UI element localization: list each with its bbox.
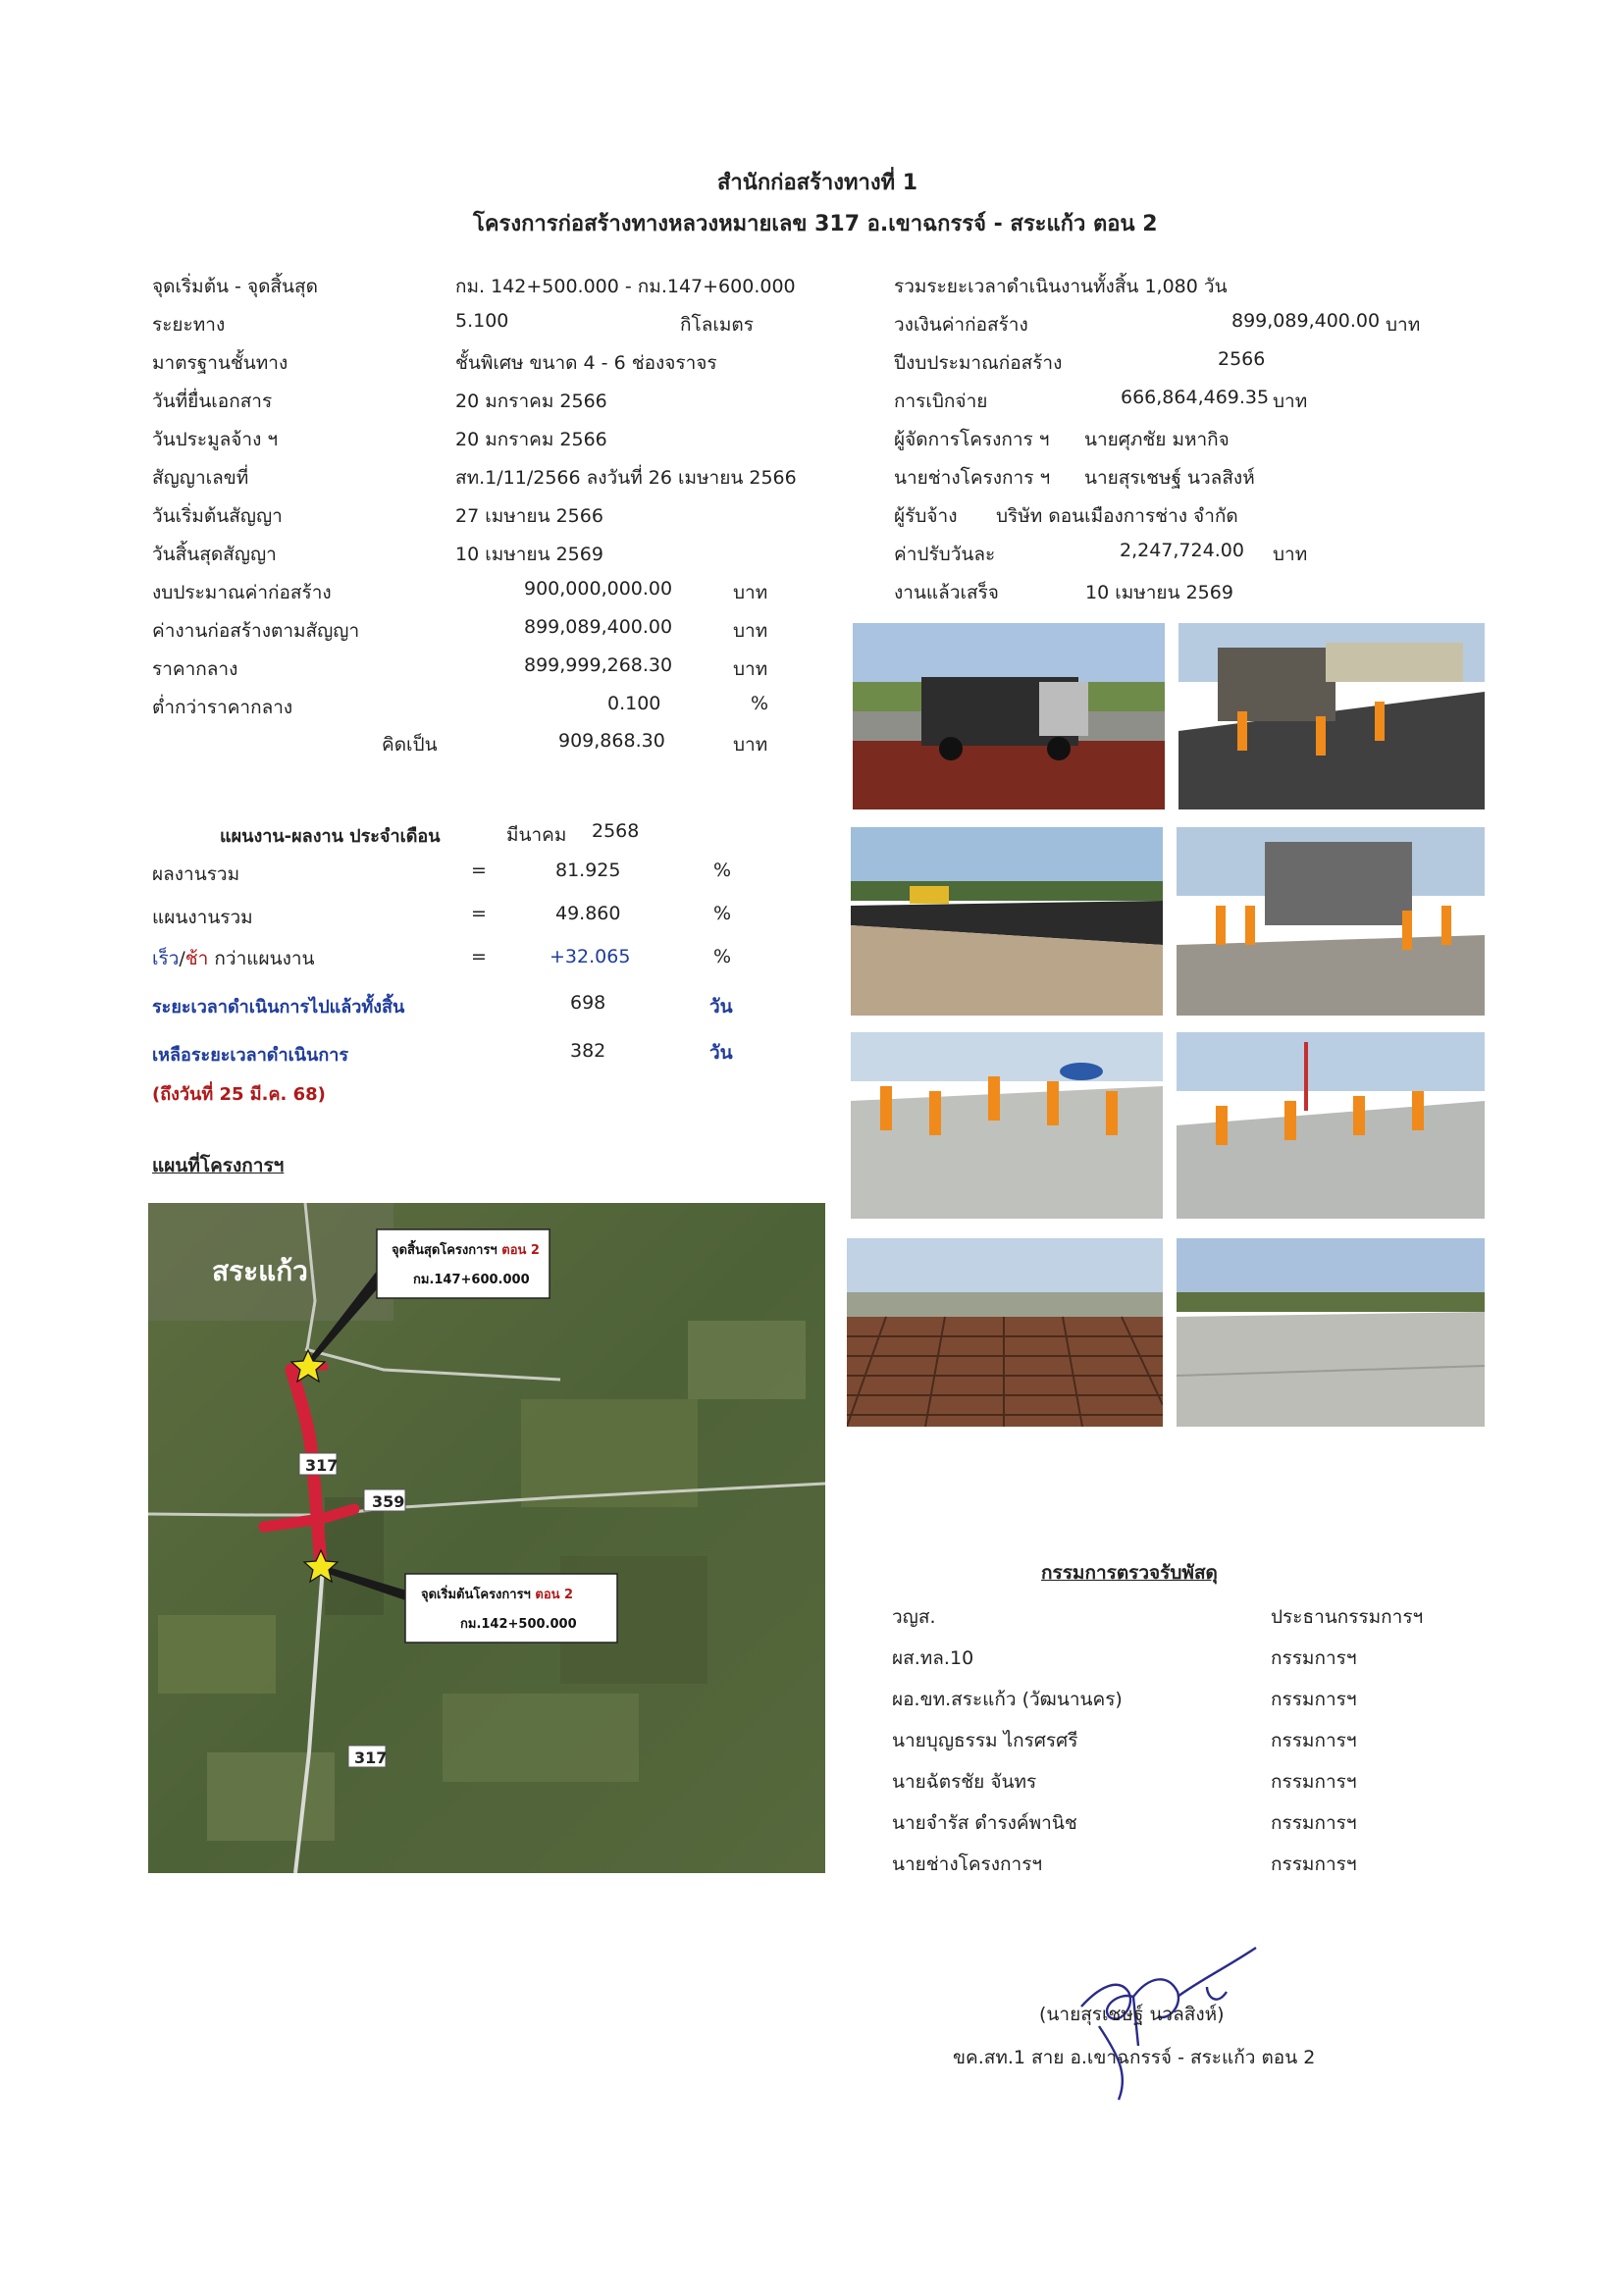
progress-title: แผนงาน-ผลงาน ประจำเดือน <box>220 826 441 847</box>
remaining-label: เหลือระยะเวลาดำเนินการ <box>152 1045 349 1066</box>
fast-label: เร็ว <box>152 948 180 969</box>
right-value-disbursement: 666,864,469.35 <box>1121 387 1270 408</box>
fast-suffix: กว่าแผนงาน <box>208 948 315 969</box>
right-value-budget: 899,089,400.00 <box>1231 310 1381 332</box>
progress-year: 2568 <box>592 820 640 842</box>
info-value-contract-no: สท.1/11/2566 ลงวันที่ 26 เมษายน 2566 <box>455 467 797 489</box>
project-map <box>148 1203 825 1873</box>
info-value-standard: ชั้นพิเศษ ขนาด 4 - 6 ช่องจราจร <box>455 352 717 374</box>
right-label-completion: งานแล้วเสร็จ <box>894 582 999 603</box>
project-title: โครงการก่อสร้างทางหลวงหมายเลข 317 อ.เขาฉกรรจ์ - สระแก้ว ตอน 2 <box>473 212 1158 236</box>
slow-label: ช้า <box>184 948 209 969</box>
progress-plan-eq: = <box>471 903 487 924</box>
money-label-median: ราคากลาง <box>152 658 238 680</box>
right-label-fiscal-year: ปีงบประมาณก่อสร้าง <box>894 352 1063 374</box>
road-shield-317-bottom: 317 <box>354 1748 388 1767</box>
info-unit-distance: กิโลเมตร <box>680 314 754 336</box>
progress-fast-value: +32.065 <box>550 946 631 967</box>
info-label-contract-end: วันสิ้นสุดสัญญา <box>152 544 277 565</box>
photo-finished-asphalt-road <box>851 827 1163 1016</box>
info-label-contract-start: วันเริ่มต้นสัญญา <box>152 505 283 527</box>
info-value-endpoints: กม. 142+500.000 - กม.147+600.000 <box>455 276 796 297</box>
elapsed-value: 698 <box>570 992 606 1014</box>
right-unit-penalty: บาท <box>1273 544 1308 565</box>
money-unit-equivalent: บาท <box>733 734 768 756</box>
money-value-median: 899,999,268.30 <box>524 654 673 676</box>
right-value-engineer: นายสุรเชษฐ์ นวลสิงห์ <box>1084 467 1255 489</box>
committee-member-role: กรรมการฯ <box>1271 1647 1357 1669</box>
photo-concrete-finishing-2 <box>1177 1032 1485 1219</box>
committee-member-role: กรรมการฯ <box>1271 1689 1357 1710</box>
info-value-submit-date: 20 มกราคม 2566 <box>455 391 607 412</box>
photo-paver-workers <box>1178 623 1485 809</box>
photo-concrete-finishing-1 <box>851 1032 1163 1219</box>
as-of-date: (ถึงวันที่ 25 มี.ค. 68) <box>152 1084 326 1105</box>
right-unit-disbursement: บาท <box>1273 391 1308 412</box>
elapsed-unit: วัน <box>709 996 733 1018</box>
info-label-distance: ระยะทาง <box>152 314 226 336</box>
money-label-below-median: ต่ำกว่าราคากลาง <box>152 697 293 718</box>
right-label-budget: วงเงินค่าก่อสร้าง <box>894 314 1028 336</box>
right-value-manager: นายศุภชัย มหากิจ <box>1084 429 1230 450</box>
progress-plan-unit: % <box>713 903 732 924</box>
info-value-bid-date: 20 มกราคม 2566 <box>455 429 607 450</box>
committee-member-name: ผส.ทล.10 <box>892 1647 974 1669</box>
progress-actual-eq: = <box>471 860 487 881</box>
money-value-below-median: 0.100 <box>607 693 661 714</box>
committee-member-name: ผอ.ขท.สระแก้ว (วัฒนานคร) <box>892 1689 1123 1710</box>
road-shield-317-top: 317 <box>305 1456 339 1475</box>
elapsed-label: ระยะเวลาดำเนินการไปแล้วทั้งสิ้น <box>152 997 405 1018</box>
progress-plan-value: 49.860 <box>555 903 621 924</box>
committee-member-name: นายบุญธรรม ไกรศรศรี <box>892 1730 1078 1751</box>
committee-member-role: กรรมการฯ <box>1271 1771 1357 1793</box>
right-label-engineer: นายช่างโครงการ ฯ <box>894 467 1051 489</box>
money-label-budget: งบประมาณค่าก่อสร้าง <box>152 582 332 603</box>
info-label-submit-date: วันที่ยื่นเอกสาร <box>152 391 273 412</box>
right-label-disbursement: การเบิกจ่าย <box>894 391 988 412</box>
progress-plan-label: แผนงานรวม <box>152 907 253 928</box>
signer-name: (นายสุรเชษฐ์ นวลสิงห์) <box>1039 2004 1225 2025</box>
right-label-penalty: ค่าปรับวันละ <box>894 544 996 565</box>
end-callout-km: กม.147+600.000 <box>413 1273 530 1287</box>
end-callout-title-text: จุดสิ้นสุดโครงการฯ <box>392 1243 502 1258</box>
committee-member-name: นายฉัตรชัย จันทร <box>892 1771 1037 1793</box>
money-unit-median: บาท <box>733 658 768 680</box>
info-value-distance: 5.100 <box>455 310 509 332</box>
office-title: สำนักก่อสร้างทางที่ 1 <box>717 171 918 195</box>
money-unit-contract: บาท <box>733 620 768 642</box>
photo-rebar-mesh <box>847 1238 1163 1427</box>
money-unit-below-median: % <box>751 693 769 714</box>
money-value-equivalent: 909,868.30 <box>558 730 665 752</box>
committee-member-name: นายช่างโครงการฯ <box>892 1853 1043 1875</box>
start-callout-title <box>421 1584 573 1604</box>
info-label-endpoints: จุดเริ่มต้น - จุดสิ้นสุด <box>152 276 318 297</box>
right-value-completion: 10 เมษายน 2569 <box>1085 582 1233 603</box>
committee-member-role: กรรมการฯ <box>1271 1812 1357 1834</box>
progress-fast-slow-label <box>152 944 315 973</box>
committee-member-role: กรรมการฯ <box>1271 1730 1357 1751</box>
right-unit-budget: บาท <box>1386 314 1421 336</box>
end-callout-section: ตอน 2 <box>501 1243 540 1258</box>
info-value-contract-start: 27 เมษายน 2566 <box>455 505 603 527</box>
committee-member-name: นายจำรัส ดำรงค์พานิช <box>892 1812 1077 1834</box>
money-value-budget: 900,000,000.00 <box>524 578 673 600</box>
right-total-duration: รวมระยะเวลาดำเนินงานทั้งสิ้น 1,080 วัน <box>894 276 1228 297</box>
start-callout-km: กม.142+500.000 <box>460 1617 577 1632</box>
committee-member-name: วญส. <box>892 1606 936 1628</box>
remaining-value: 382 <box>570 1040 606 1062</box>
money-value-contract: 899,089,400.00 <box>524 616 673 638</box>
right-value-fiscal-year: 2566 <box>1218 348 1266 370</box>
start-callout-section: ตอน 2 <box>535 1588 574 1602</box>
money-label-contract: ค่างานก่อสร้างตามสัญญา <box>152 620 360 642</box>
map-heading: แผนที่โครงการฯ <box>152 1155 285 1176</box>
info-label-contract-no: สัญญาเลขที่ <box>152 467 249 489</box>
committee-title: กรรมการตรวจรับพัสดุ <box>1041 1562 1218 1584</box>
end-callout-title <box>392 1239 540 1260</box>
progress-month: มีนาคม <box>506 824 567 846</box>
remaining-unit: วัน <box>709 1042 733 1064</box>
road-shield-359: 359 <box>372 1492 405 1511</box>
progress-fast-eq: = <box>471 946 487 967</box>
map-town-label: สระแก้ว <box>212 1255 308 1287</box>
progress-actual-unit: % <box>713 860 732 881</box>
photo-finished-concrete-road <box>1177 1238 1485 1427</box>
info-value-contract-end: 10 เมษายน 2569 <box>455 544 603 565</box>
right-value-contractor: บริษัท ดอนเมืองการช่าง จำกัด <box>996 505 1238 527</box>
info-label-bid-date: วันประมูลจ้าง ฯ <box>152 429 279 450</box>
info-label-standard: มาตรฐานชั้นทาง <box>152 352 288 374</box>
progress-actual-value: 81.925 <box>555 860 621 881</box>
start-callout-title-text: จุดเริ่มต้นโครงการฯ <box>421 1588 536 1602</box>
right-label-manager: ผู้จัดการโครงการ ฯ <box>894 429 1050 450</box>
money-label-equivalent: คิดเป็น <box>382 734 438 756</box>
signer-position: ขค.สท.1 สาย อ.เขาฉกรรจ์ - สระแก้ว ตอน 2 <box>953 2047 1316 2068</box>
progress-fast-unit: % <box>713 946 732 967</box>
right-label-contractor: ผู้รับจ้าง <box>894 505 958 527</box>
committee-member-role: ประธานกรรมการฯ <box>1271 1606 1424 1628</box>
right-value-penalty: 2,247,724.00 <box>1120 540 1244 561</box>
photo-concrete-paving-machine <box>1177 827 1485 1016</box>
map-satellite-image <box>148 1203 825 1873</box>
committee-member-role: กรรมการฯ <box>1271 1853 1357 1875</box>
slash: / <box>179 948 185 969</box>
photo-asphalt-sprayer <box>853 623 1165 809</box>
money-unit-budget: บาท <box>733 582 768 603</box>
progress-actual-label: ผลงานรวม <box>152 863 240 885</box>
